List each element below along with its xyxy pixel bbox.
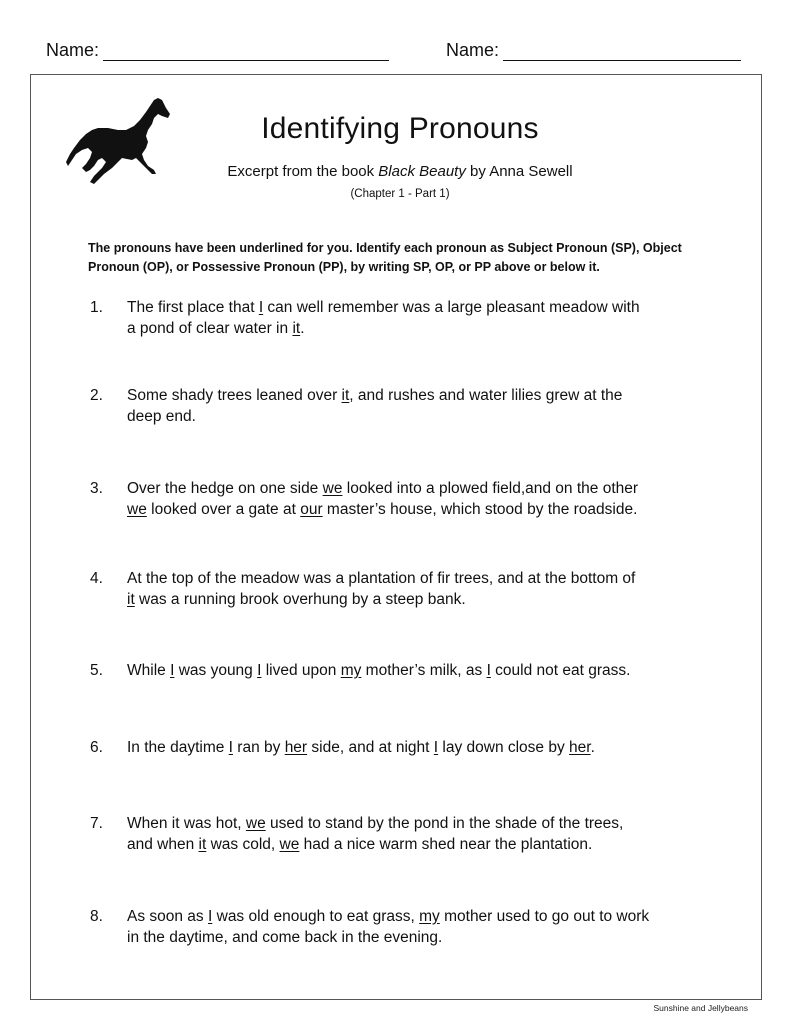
worksheet-border bbox=[30, 74, 762, 1000]
underlined-pronoun: we bbox=[279, 836, 300, 853]
text-segment: can well remember was a large pleasant meadow with bbox=[263, 299, 640, 316]
question-item bbox=[90, 906, 730, 948]
underlined-pronoun: my bbox=[419, 908, 440, 925]
question-item bbox=[90, 568, 730, 610]
question-item bbox=[90, 813, 730, 855]
text-segment: master’s house, which stood by the roadside. bbox=[322, 501, 638, 518]
underlined-pronoun: I bbox=[258, 299, 264, 316]
text-segment: , and rushes and water lilies grew at the bbox=[349, 387, 623, 404]
text-segment: lay down close by bbox=[438, 739, 570, 756]
text-segment: had a nice warm shed near the plantation. bbox=[299, 836, 593, 853]
underlined-pronoun: it bbox=[341, 387, 350, 404]
underlined-pronoun: I bbox=[486, 662, 491, 679]
underlined-pronoun: we bbox=[322, 480, 343, 497]
underlined-pronoun: I bbox=[257, 662, 262, 679]
question-number: 7. bbox=[90, 815, 103, 832]
subtitle bbox=[150, 163, 650, 180]
question-item bbox=[90, 660, 730, 681]
text-segment: ran by bbox=[232, 739, 285, 756]
underlined-pronoun: it bbox=[292, 320, 301, 337]
question-text bbox=[127, 906, 730, 948]
question-item bbox=[90, 297, 730, 339]
question-number: 2. bbox=[90, 387, 103, 404]
name-line-1[interactable] bbox=[103, 42, 389, 61]
question-item bbox=[90, 478, 730, 520]
text-segment: and when bbox=[127, 836, 199, 853]
text-segment: could not eat grass. bbox=[490, 662, 631, 679]
question-text bbox=[127, 660, 730, 681]
underlined-pronoun: her bbox=[569, 739, 591, 756]
text-segment: a pond of clear water in bbox=[127, 320, 293, 337]
underlined-pronoun: we bbox=[245, 815, 266, 832]
text-segment: . bbox=[590, 739, 595, 756]
text-segment: looked into a plowed field,and on the other bbox=[342, 480, 639, 497]
question-text bbox=[127, 478, 730, 520]
instructions: The pronouns have been underlined for you. Identify each pronoun as Subject Pronoun (SP), Object Pronoun (OP), or Possessive Pronoun (PP), by writing SP, OP, or PP above or below it. bbox=[88, 241, 682, 274]
name-line-2[interactable] bbox=[503, 42, 741, 61]
text-segment: Over the hedge on one side bbox=[127, 480, 323, 497]
text-segment: mother’s milk, as bbox=[361, 662, 487, 679]
question-number: 6. bbox=[90, 739, 103, 756]
question-text bbox=[127, 737, 730, 758]
question-item bbox=[90, 737, 730, 758]
text-segment: At the top of the meadow was a plantation of fir trees, and at the bottom of bbox=[127, 570, 636, 587]
text-segment: side, and at night bbox=[307, 739, 434, 756]
question-text bbox=[127, 813, 730, 855]
text-segment: The first place that bbox=[127, 299, 259, 316]
name-label-2: Name: bbox=[446, 40, 500, 60]
text-segment: mother used to go out to work bbox=[439, 908, 650, 925]
text-segment: In the daytime bbox=[127, 739, 229, 756]
text-segment: deep end. bbox=[127, 408, 196, 425]
underlined-pronoun: my bbox=[340, 662, 362, 679]
chapter-label: (Chapter 1 - Part 1) bbox=[350, 188, 450, 200]
text-segment: When it was hot, bbox=[127, 815, 246, 832]
underlined-pronoun: I bbox=[228, 739, 233, 756]
footer-credit: Sunshine and Jellybeans bbox=[653, 1003, 748, 1013]
underlined-pronoun: we bbox=[127, 501, 147, 518]
underlined-pronoun: our bbox=[300, 501, 323, 518]
text-segment: was a running brook overhung by a steep bank. bbox=[134, 591, 466, 608]
underlined-pronoun: her bbox=[284, 739, 308, 756]
question-item bbox=[90, 385, 730, 427]
text-segment: was cold, bbox=[206, 836, 280, 853]
text-segment: was old enough to eat grass, bbox=[212, 908, 420, 925]
page-title: Identifying Pronouns bbox=[261, 112, 539, 145]
underlined-pronoun: it bbox=[198, 836, 207, 853]
subtitle-prefix: Excerpt from the book bbox=[227, 163, 379, 180]
underlined-pronoun: I bbox=[170, 662, 175, 679]
question-text bbox=[127, 297, 730, 339]
text-segment: lived upon bbox=[261, 662, 341, 679]
question-number: 4. bbox=[90, 570, 103, 587]
name-field-1[interactable] bbox=[46, 40, 389, 61]
question-text bbox=[127, 568, 730, 610]
text-segment: While bbox=[127, 662, 171, 679]
question-number: 1. bbox=[90, 299, 103, 316]
underlined-pronoun: it bbox=[127, 591, 135, 608]
text-segment: . bbox=[300, 320, 305, 337]
text-segment: in the daytime, and come back in the evening. bbox=[127, 929, 443, 946]
text-segment: used to stand by the pond in the shade of the trees, bbox=[265, 815, 624, 832]
question-text bbox=[127, 385, 730, 427]
book-title: Black Beauty bbox=[378, 163, 466, 180]
name-field-2[interactable] bbox=[446, 40, 741, 61]
name-label-1: Name: bbox=[46, 40, 100, 60]
text-segment: was young bbox=[174, 662, 258, 679]
subtitle-suffix: by Anna Sewell bbox=[465, 163, 573, 180]
text-segment: looked over a gate at bbox=[146, 501, 301, 518]
question-number: 3. bbox=[90, 480, 103, 497]
underlined-pronoun: I bbox=[433, 739, 439, 756]
text-segment: As soon as bbox=[127, 908, 208, 925]
underlined-pronoun: I bbox=[208, 908, 213, 925]
text-segment: Some shady trees leaned over bbox=[127, 387, 342, 404]
question-number: 8. bbox=[90, 908, 103, 925]
question-number: 5. bbox=[90, 662, 103, 679]
